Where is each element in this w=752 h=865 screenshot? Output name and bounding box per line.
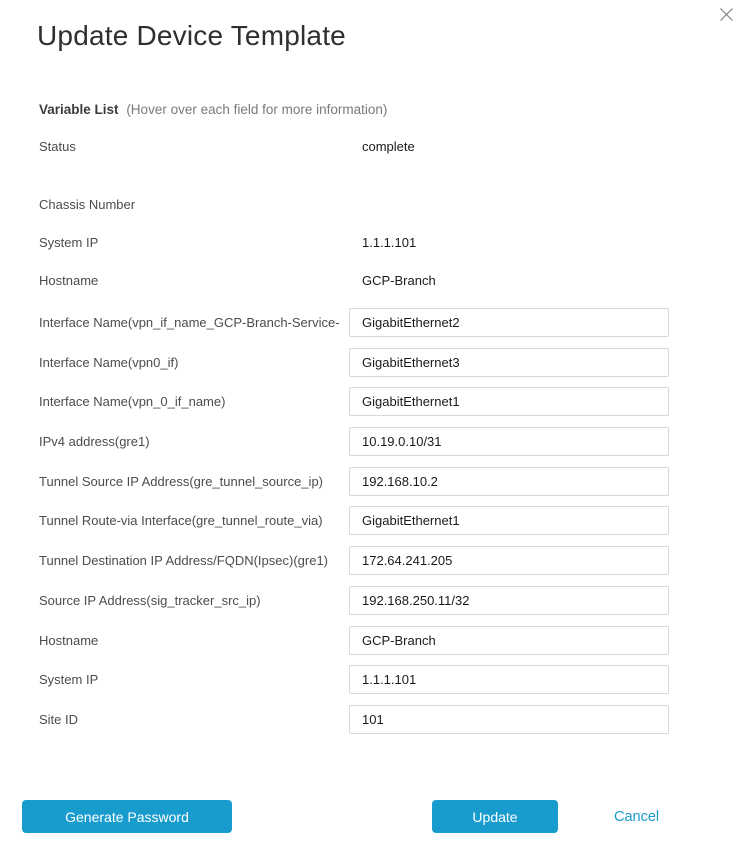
tunnel-destination-ip-label: Tunnel Destination IP Address/FQDN(Ipsec)(gre1) [39, 553, 329, 569]
site-id-input[interactable] [349, 705, 669, 734]
interface-name-service-label: Interface Name(vpn_if_name_GCP-Branch-Service- [39, 315, 340, 330]
status-value: complete [362, 138, 415, 154]
hostname-value: GCP-Branch [362, 272, 436, 288]
tunnel-route-via-interface-input[interactable] [349, 506, 669, 535]
system-ip-input-row [39, 665, 669, 695]
hostname-input[interactable] [349, 626, 669, 655]
source-ip-address-row [39, 585, 669, 615]
interface-name-vpn-0-if-name-input[interactable] [349, 387, 669, 416]
variable-list-hint: (Hover over each field for more information) [126, 102, 388, 117]
hostname-input-row [39, 625, 669, 655]
interface-name-service-input[interactable] [349, 308, 669, 337]
status-row [39, 131, 669, 161]
variable-list-form [39, 131, 669, 744]
tunnel-destination-ip-input[interactable] [349, 546, 669, 575]
hostname-row [39, 265, 669, 295]
chassis-number-row [39, 189, 669, 219]
interface-name-vpn0-if-row [39, 347, 669, 377]
system-ip-input-label: System IP [39, 672, 99, 688]
dialog-footer [0, 800, 752, 834]
site-id-row [39, 704, 669, 734]
ipv4-address-gre1-row [39, 427, 669, 457]
tunnel-route-via-interface-label: Tunnel Route-via Interface(gre_tunnel_route_via) [39, 513, 323, 529]
source-ip-address-input[interactable] [349, 586, 669, 615]
interface-name-vpn0-if-input[interactable] [349, 348, 669, 377]
system-ip-value: 1.1.1.101 [362, 234, 417, 250]
interface-name-vpn0-if-label: Interface Name(vpn0_if) [39, 354, 179, 370]
status-label: Status [39, 138, 76, 154]
tunnel-source-ip-label: Tunnel Source IP Address(gre_tunnel_source_ip) [39, 473, 324, 489]
tunnel-source-ip-row [39, 466, 669, 496]
system-ip-label: System IP [39, 234, 99, 250]
cancel-link[interactable]: Cancel [614, 800, 659, 833]
update-button[interactable]: Update [432, 800, 558, 833]
interface-name-service-row [39, 308, 669, 338]
chassis-number-label: Chassis Number [39, 196, 136, 212]
close-icon [719, 7, 734, 27]
hostname-label: Hostname [39, 272, 99, 288]
source-ip-address-label: Source IP Address(sig_tracker_src_ip) [39, 592, 261, 608]
ipv4-address-gre1-input[interactable] [349, 427, 669, 456]
generate-password-button[interactable]: Generate Password [22, 800, 232, 833]
tunnel-source-ip-input[interactable] [349, 467, 669, 496]
site-id-label: Site ID [39, 711, 79, 727]
tunnel-destination-ip-row [39, 546, 669, 576]
ipv4-address-gre1-label: IPv4 address(gre1) [39, 434, 150, 450]
variable-list-heading [39, 102, 387, 117]
tunnel-route-via-interface-row [39, 506, 669, 536]
dialog-title: Update Device Template [37, 20, 346, 51]
close-button[interactable] [715, 6, 737, 28]
interface-name-vpn-0-if-name-row [39, 387, 669, 417]
variable-list-title: Variable List [39, 102, 119, 117]
interface-name-vpn-0-if-name-label: Interface Name(vpn_0_if_name) [39, 394, 226, 410]
system-ip-row [39, 227, 669, 257]
system-ip-input[interactable] [349, 665, 669, 694]
hostname-input-label: Hostname [39, 632, 99, 648]
